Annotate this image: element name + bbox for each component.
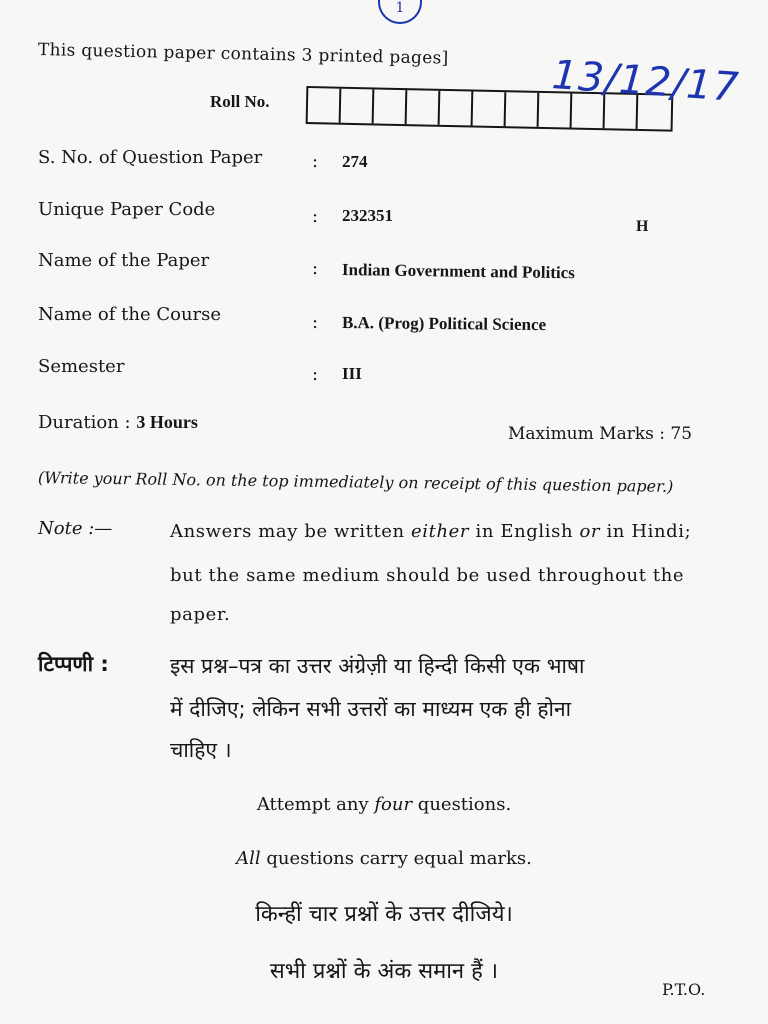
- note-line: Answers may be written either in English or in Hindi;: [170, 521, 692, 542]
- serial-number-colon: :: [312, 151, 319, 172]
- paper-code-colon: :: [312, 206, 319, 227]
- roll-number-instruction: (Write your Roll No. on the top immediately on receipt of this question paper.): [37, 468, 674, 496]
- please-turn-over: P.T.O.: [662, 980, 706, 999]
- note-label: Note :—: [38, 518, 113, 539]
- serial-number-label: S. No. of Question Paper: [38, 147, 263, 168]
- roll-number-box: [506, 92, 540, 127]
- course-name-colon: :: [312, 312, 319, 333]
- paper-name-value: Indian Government and Politics: [341, 260, 575, 283]
- paper-name-label: Name of the Paper: [38, 250, 210, 271]
- serial-number-value: 274: [342, 152, 368, 171]
- duration: [38, 412, 198, 433]
- roll-number-box: [407, 90, 441, 125]
- hindi-note-label: टिप्पणी :: [38, 652, 109, 676]
- roll-number-box: [341, 89, 375, 124]
- semester-value: III: [342, 364, 362, 383]
- duration-value: 3 Hours: [136, 412, 198, 432]
- equal-marks-instruction: All questions carry equal marks.: [236, 848, 532, 869]
- roll-number-label: Roll No.: [210, 92, 270, 111]
- roll-number-box: [374, 89, 408, 124]
- paper-code-value: 232351: [342, 206, 393, 225]
- course-name-label: Name of the Course: [38, 304, 222, 325]
- paper-name-colon: :: [312, 258, 319, 279]
- attempt-instruction: Attempt any four questions.: [256, 794, 512, 815]
- course-name-value: B.A. (Prog) Political Science: [341, 313, 547, 335]
- roll-number-box: [473, 92, 507, 127]
- printed-pages-header: This question paper contains 3 printed pages]: [37, 40, 449, 69]
- semester-colon: :: [312, 364, 319, 385]
- hindi-note-line: चाहिए ।: [170, 738, 232, 762]
- hindi-note-line: इस प्रश्न–पत्र का उत्तर अंग्रेज़ी या हिन्दी किसी एक भाषा: [170, 654, 585, 678]
- handwritten-date: 13/12/17: [550, 52, 741, 112]
- page-number-circle: [378, 0, 422, 24]
- hindi-attempt-instruction: किन्हीं चार प्रश्नों के उत्तर दीजिये।: [255, 902, 513, 927]
- note-line: but the same medium should be used throughout the: [170, 565, 685, 586]
- medium-mark: H: [636, 218, 649, 235]
- roll-number-box: [308, 88, 342, 123]
- hindi-note-line: में दीजिए; लेकिन सभी उत्तरों का माध्यम एक ही होना: [170, 697, 572, 721]
- roll-number-box: [440, 91, 474, 126]
- hindi-equal-marks-instruction: सभी प्रश्नों के अंक समान हैं ।: [269, 959, 499, 984]
- maximum-marks: Maximum Marks : 75: [508, 424, 693, 444]
- duration-label: Duration :: [38, 412, 131, 433]
- note-line: paper.: [170, 604, 231, 625]
- semester-label: Semester: [38, 356, 125, 377]
- paper-code-label: Unique Paper Code: [38, 199, 216, 220]
- page-number: 1: [395, 0, 405, 16]
